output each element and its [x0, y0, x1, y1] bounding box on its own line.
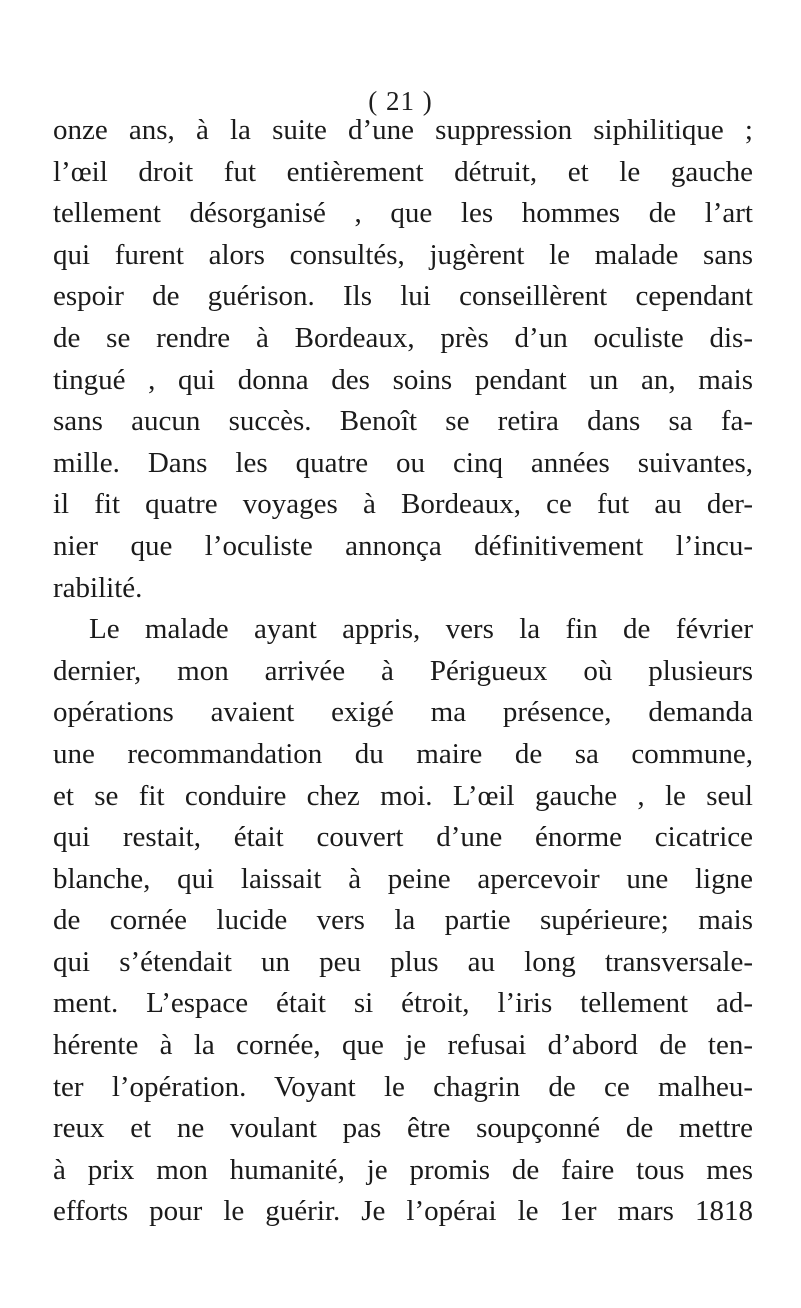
text-line: l’œil droit fut entièrement détruit, et le gauche — [53, 155, 753, 188]
text-line: dernier, mon arrivée à Périgueux où plusieurs — [53, 654, 753, 687]
text-line-paragraph-start: Le malade ayant appris, vers la fin de février — [89, 613, 753, 646]
text-line: mille. Dans les quatre ou cinq années suivantes, — [53, 446, 753, 479]
text-line: qui furent alors consultés, jugèrent le malade sans — [53, 238, 753, 271]
body-text — [53, 110, 753, 1233]
text-line: à prix mon humanité, je promis de faire tous mes — [53, 1153, 753, 1186]
text-line: une recommandation du maire de sa commune, — [53, 737, 753, 770]
text-line: tingué , qui donna des soins pendant un an, mais — [53, 363, 753, 396]
text-line: tellement désorganisé , que les hommes de l’art — [53, 197, 753, 230]
text-line: qui s’étendait un peu plus au long transversale- — [53, 945, 753, 978]
text-line: onze ans, à la suite d’une suppression siphilitique ; — [53, 114, 753, 146]
text-line: hérente à la cornée, que je refusai d’abord de ten- — [53, 1029, 753, 1062]
text-line: ter l’opération. Voyant le chagrin de ce malheu- — [53, 1070, 753, 1103]
text-line: opérations avaient exigé ma présence, demanda — [53, 696, 753, 729]
text-line: il fit quatre voyages à Bordeaux, ce fut au der- — [53, 488, 753, 521]
text-line: blanche, qui laissait à peine apercevoir une ligne — [53, 862, 753, 895]
text-line: efforts pour le guérir. Je l’opérai le 1er mars 1818 — [53, 1195, 753, 1228]
text-line: de se rendre à Bordeaux, près d’un oculiste dis- — [53, 321, 753, 354]
text-line: espoir de guérison. Ils lui conseillèrent cependant — [53, 280, 753, 313]
text-line: ment. L’espace était si étroit, l’iris tellement ad- — [53, 987, 753, 1020]
text-line: nier que l’oculiste annonça définitivement l’incu- — [53, 529, 753, 562]
text-line-paragraph-end: rabilité. — [53, 571, 143, 604]
page-number: ( 21 ) — [368, 86, 433, 116]
text-line: qui restait, était couvert d’une énorme cicatrice — [53, 821, 753, 854]
text-line: sans aucun succès. Benoît se retira dans sa fa- — [53, 405, 753, 438]
text-line: et se fit conduire chez moi. L’œil gauche , le seul — [53, 779, 753, 812]
text-line: de cornée lucide vers la partie supérieure; mais — [53, 904, 753, 937]
text-line: reux et ne voulant pas être soupçonné de mettre — [53, 1112, 753, 1145]
